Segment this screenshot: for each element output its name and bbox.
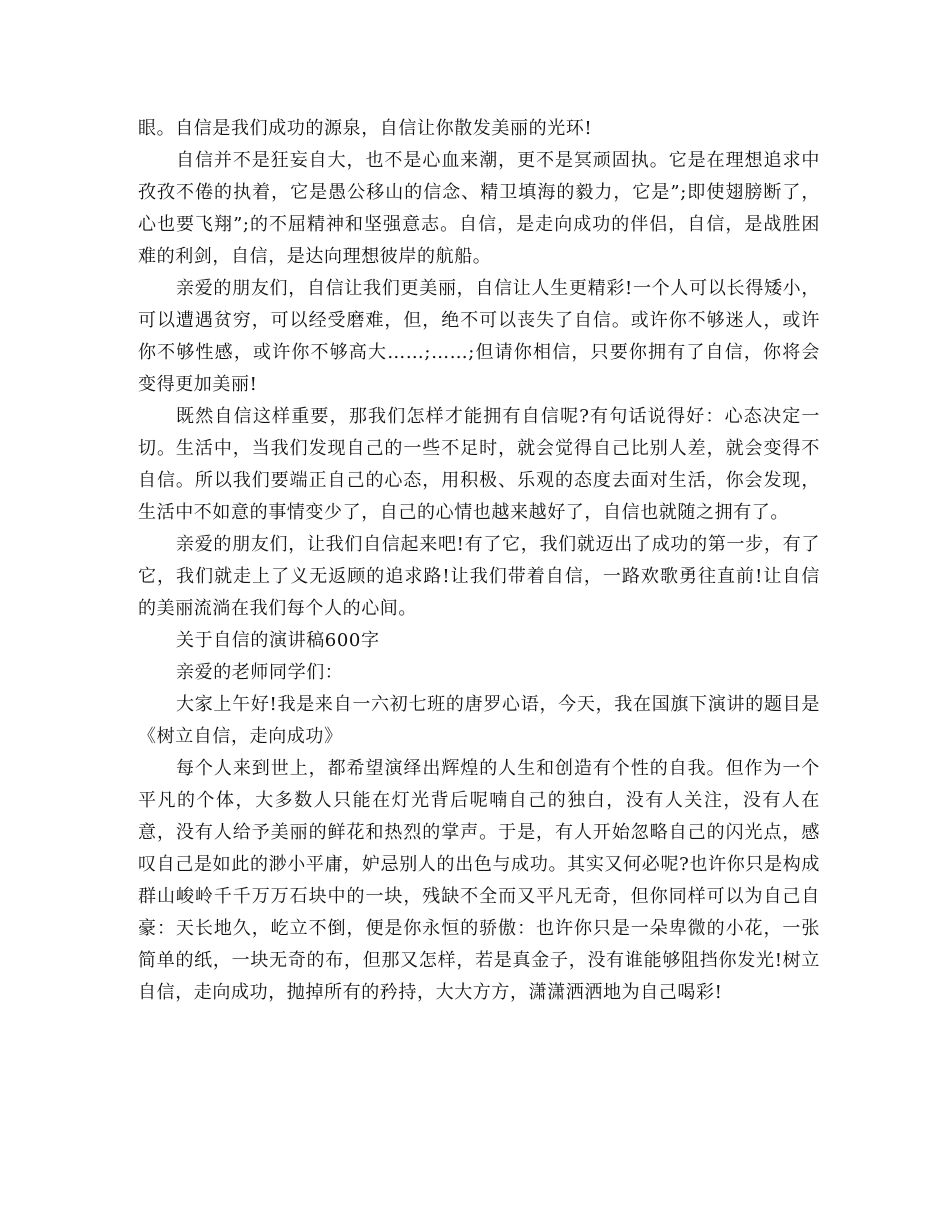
paragraph-speech-intro: 大家上午好!我是来自一六初七班的唐罗心语，今天，我在国旗下演讲的题目是《树立自信，走向成功》 [138, 694, 820, 747]
paragraph-closing-call: 亲爱的朋友们，让我们自信起来吧!有了它，我们就迈出了成功的第一步，有了它，我们就走上了义无返顾的追求路!让我们带着自信，一路欢歌勇往直前!让自信的美丽流淌在我们每个人的心间。 [138, 534, 820, 619]
paragraph-confidence-definition: 自信并不是狂妄自大，也不是心血来潮，更不是冥顽固执。它是在理想追求中孜孜不倦的执着，它是愚公移山的信念、精卫填海的毅力，它是”;即使翅膀断了，心也要飞翔”;的不屈精神和坚强意志。自信，是走向成功的伴侣，自信，是战胜困难的利剑，自信，是达向理想彼岸的航船。 [138, 150, 820, 267]
document-body [138, 113, 820, 1009]
paragraph-confidence-beauty: 亲爱的朋友们，自信让我们更美丽，自信让人生更精彩!一个人可以长得矮小，可以遭遇贫穷，可以经受磨难，但，绝不可以丧失了自信。或许你不够迷人，或许你不够性感，或许你不够高大……;……;但请你相信，只要你拥有了自信，你将会变得更加美丽! [138, 278, 820, 395]
speech-greeting: 亲爱的老师同学们： [176, 662, 344, 683]
paragraph-confidence-attitude: 既然自信这样重要，那我们怎样才能拥有自信呢?有句话说得好：心态决定一切。生活中，当我们发现自己的一些不足时，就会觉得自己比别人差，就会变得不自信。所以我们要端正自己的心态，用积极、乐观的态度去面对生活，你会发现，生活中不如意的事情变少了，自己的心情也越来越好了，自信也就随之拥有了。 [138, 406, 820, 523]
paragraph-continuation: 眼。自信是我们成功的源泉，自信让你散发美丽的光环! [138, 118, 593, 139]
paragraph-speech-body: 每个人来到世上，都希望演绎出辉煌的人生和创造有个性的自我。但作为一个平凡的个体，大多数人只能在灯光背后呢喃自己的独白，没有人关注，没有人在意，没有人给予美丽的鲜花和热烈的掌声。于是，有人开始忽略自己的闪光点，感叹自己是如此的渺小平庸，妒忌别人的出色与成功。其实又何必呢?也许你只是构成群山峻岭千千万万石块中的一块，残缺不全而又平凡无奇，但你同样可以为自己自豪：天长地久，屹立不倒，便是你永恒的骄傲：也许你只是一朵卑微的小花，一张简单的纸，一块无奇的布，但那又怎样，若是真金子，没有谁能够阻挡你发光!树立自信，走向成功，抛掉所有的矜持，大大方方，潇潇洒洒地为自己喝彩! [138, 758, 820, 1003]
speech-title: 关于自信的演讲稿600字 [176, 630, 380, 651]
